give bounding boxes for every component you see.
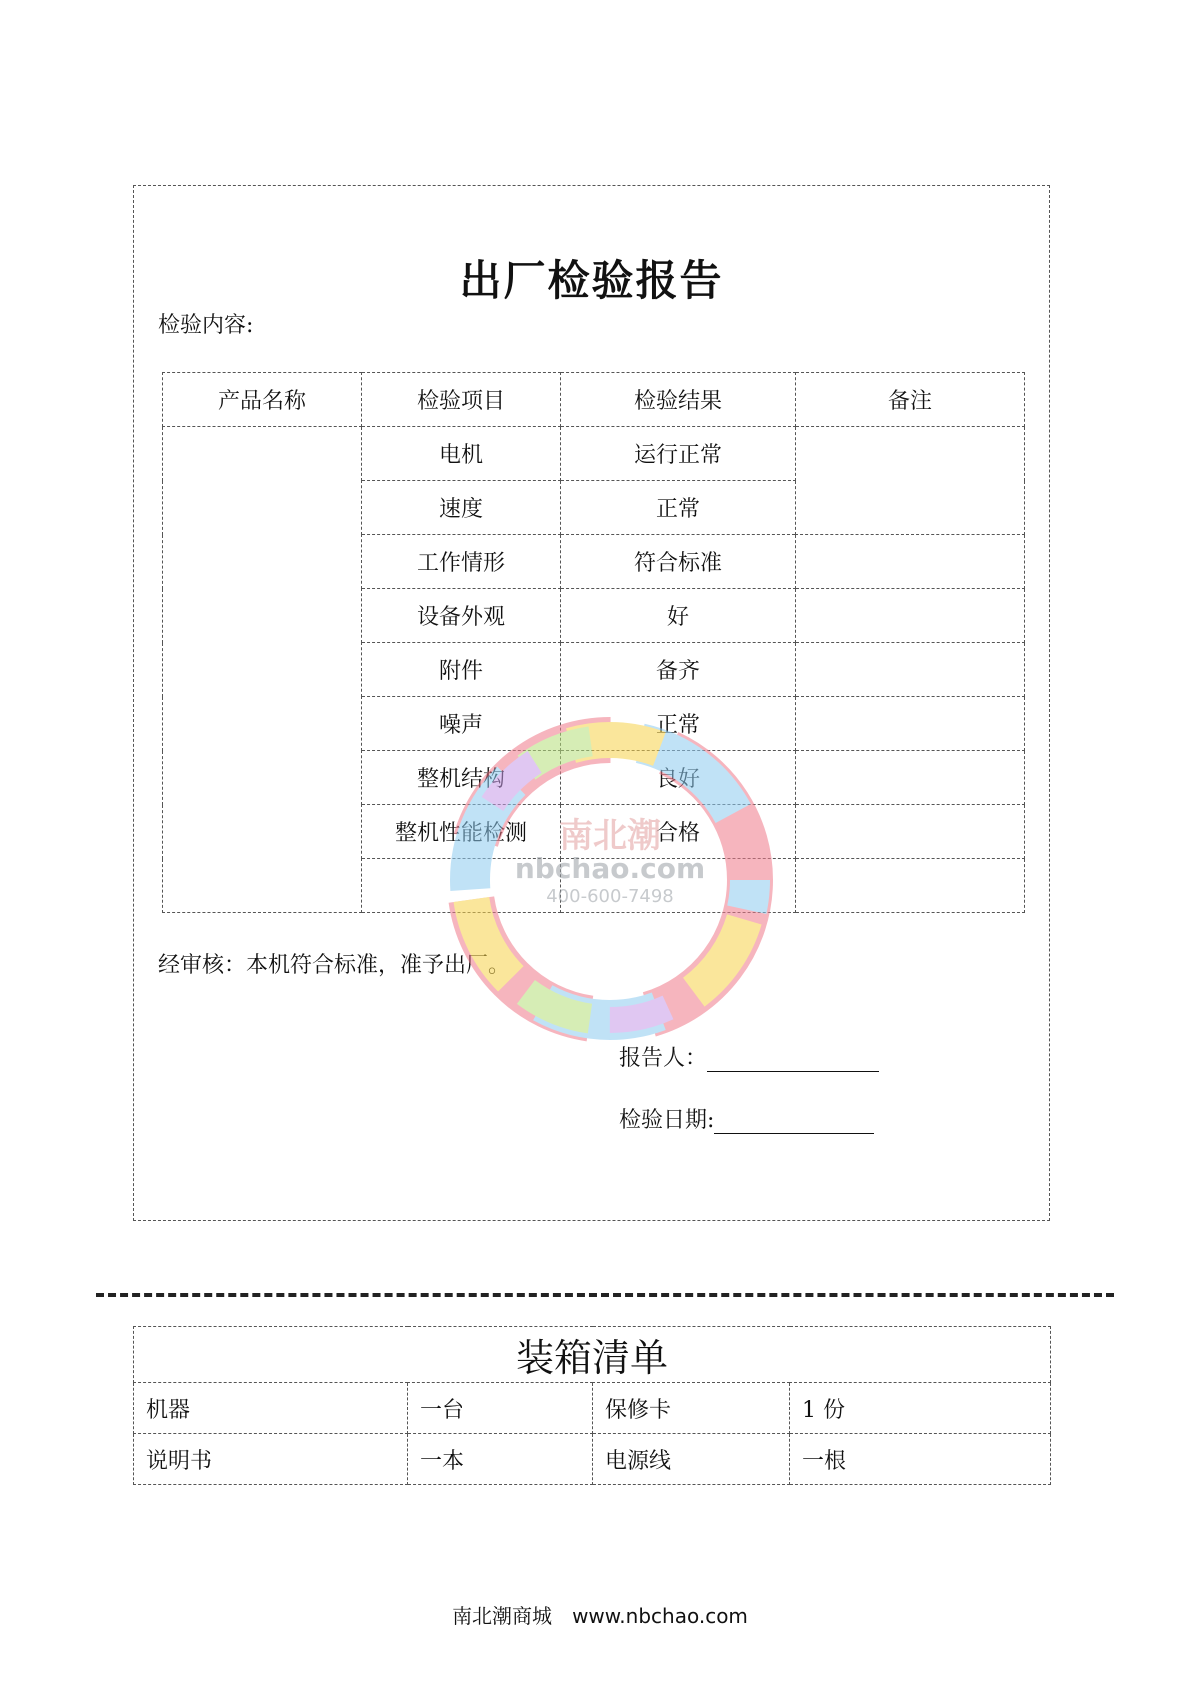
remarks-cell — [796, 427, 1025, 535]
inspection-date — [619, 1103, 874, 1134]
item-cell: 设备外观 — [362, 589, 561, 643]
result-cell: 好 — [561, 589, 796, 643]
date-blank-line — [714, 1109, 874, 1134]
remarks-cell — [796, 859, 1025, 913]
packing-title: 装箱清单 — [134, 1327, 1051, 1383]
remarks-cell — [796, 643, 1025, 697]
packing-title-row — [134, 1327, 1051, 1383]
header-inspection-result: 检验结果 — [561, 373, 796, 427]
result-cell: 良好 — [561, 751, 796, 805]
report-title: 出厂检验报告 — [459, 256, 724, 305]
packing-list-table — [133, 1326, 1051, 1485]
watermark-domain: nbchao.com — [514, 852, 706, 885]
header-product-name: 产品名称 — [163, 373, 362, 427]
footer-url[interactable]: www.nbchao.com — [572, 1604, 748, 1628]
packing-cell: 电源线 — [593, 1434, 790, 1485]
page-footer — [0, 1600, 1200, 1629]
item-cell: 附件 — [362, 643, 561, 697]
table-header-row — [163, 373, 1025, 427]
cut-line-divider — [96, 1293, 1114, 1297]
table-row — [163, 427, 1025, 481]
result-cell: 运行正常 — [561, 427, 796, 481]
content-label: 检验内容: — [158, 313, 254, 338]
watermark-phone: 400-600-7498 — [546, 886, 674, 907]
item-cell: 电机 — [362, 427, 561, 481]
header-remarks: 备注 — [796, 373, 1025, 427]
item-cell: 整机结构 — [362, 751, 561, 805]
packing-cell: 说明书 — [134, 1434, 408, 1485]
packing-cell: 1 份 — [790, 1383, 1051, 1434]
approval-statement: 经审核：本机符合标准，准予出厂。 — [158, 953, 511, 978]
product-name-cell — [163, 427, 362, 913]
packing-cell: 保修卡 — [593, 1383, 790, 1434]
footer-shop-name: 南北潮商城 — [452, 1604, 553, 1628]
result-cell: 合格 — [561, 805, 796, 859]
remarks-cell — [796, 535, 1025, 589]
date-label: 检验日期: — [619, 1108, 715, 1133]
reporter-label: 报告人： — [619, 1046, 708, 1071]
watermark-logo — [420, 690, 800, 1070]
remarks-cell — [796, 589, 1025, 643]
packing-cell: 一根 — [790, 1434, 1051, 1485]
header-inspection-item: 检验项目 — [362, 373, 561, 427]
remarks-cell — [796, 697, 1025, 751]
result-cell: 备齐 — [561, 643, 796, 697]
watermark-brand: 南北潮 — [559, 816, 661, 856]
result-cell: 符合标准 — [561, 535, 796, 589]
table-row — [134, 1434, 1051, 1485]
result-cell: 正常 — [561, 481, 796, 535]
packing-cell: 机器 — [134, 1383, 408, 1434]
item-cell: 速度 — [362, 481, 561, 535]
result-cell: 正常 — [561, 697, 796, 751]
remarks-cell — [796, 751, 1025, 805]
table-row — [134, 1383, 1051, 1434]
packing-cell: 一本 — [408, 1434, 593, 1485]
remarks-cell — [796, 805, 1025, 859]
item-cell: 噪声 — [362, 697, 561, 751]
item-cell: 整机性能检测 — [362, 805, 561, 859]
item-cell: 工作情形 — [362, 535, 561, 589]
packing-cell: 一台 — [408, 1383, 593, 1434]
